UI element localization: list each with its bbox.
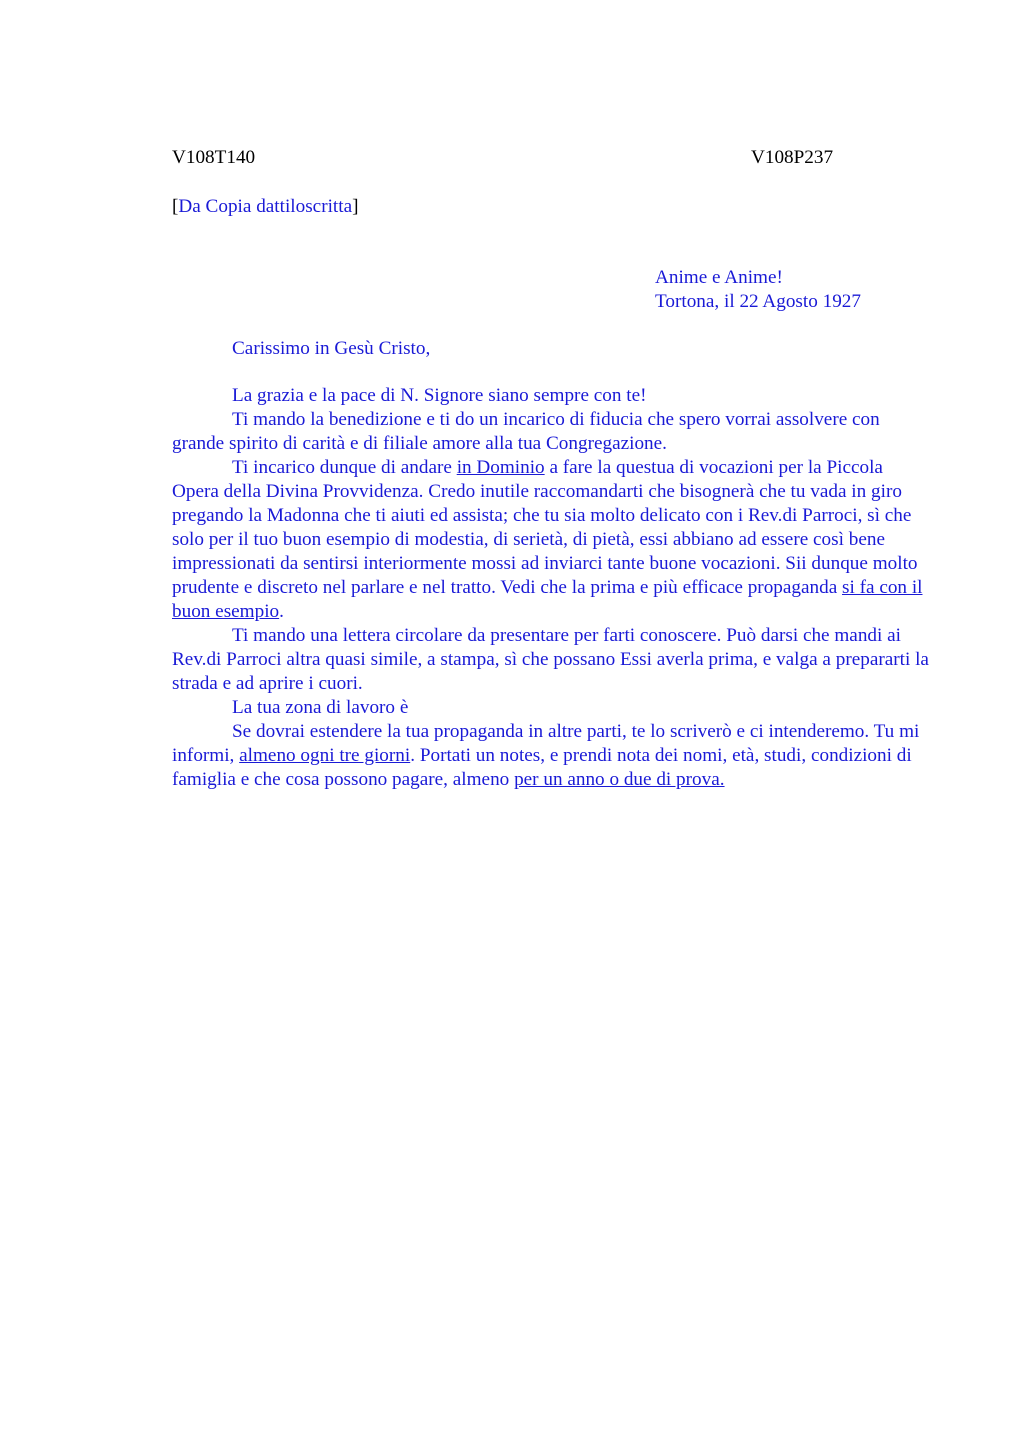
source-text: Da Copia dattiloscritta bbox=[178, 196, 353, 217]
underlined-buon-esempio: si fa con il buon esempio bbox=[172, 577, 923, 622]
date-block bbox=[655, 266, 861, 314]
place-date: Tortona, il 22 Agosto 1927 bbox=[655, 291, 861, 312]
source-note bbox=[172, 195, 359, 219]
salutation: Carissimo in Gesù Cristo, bbox=[232, 338, 431, 359]
paragraph-1: La grazia e la pace di N. Signore siano sempre con te! bbox=[232, 385, 647, 406]
paragraph-6 bbox=[172, 720, 932, 792]
motto: Anime e Anime! bbox=[655, 267, 783, 288]
paragraph-3 bbox=[172, 456, 932, 624]
document-code-left: V108T140 bbox=[172, 147, 256, 168]
page-code-right: V108P237 bbox=[751, 147, 834, 168]
source-bracket-close: ] bbox=[352, 196, 359, 217]
underlined-ogni-tre-giorni: almeno ogni tre giorni bbox=[239, 745, 411, 766]
letter-body bbox=[172, 384, 932, 792]
source-bracket-open: [ bbox=[172, 196, 179, 217]
paragraph-5: La tua zona di lavoro è bbox=[232, 697, 409, 718]
paragraph-3-text-c: . bbox=[279, 601, 284, 622]
underlined-in-dominio: in Dominio bbox=[456, 457, 545, 478]
paragraph-4: Ti mando una lettera circolare da presentare per farti conoscere. Può darsi che mandi ai Rev.di Parroci altra quasi simile, a stampa, sì che possano Essi averla prima, e valga a prepararti la strada e ad aprire i cuori. bbox=[172, 625, 929, 694]
paragraph-6-text-a: Se dovrai estendere la tua propaganda in altre parti, te lo scriverò e ci intenderemo. Tu mi informi, bbox=[172, 721, 920, 766]
underlined-anno-di-prova: per un anno o due di prova. bbox=[514, 769, 725, 790]
paragraph-3-text-b: a fare la questua di vocazioni per la Piccola Opera della Divina Provvidenza. Credo inutile raccomandarti che bisognerà che tu vada in giro pregando la Madonna che ti aiuti ed assista; che tu sia molto delicato con i Rev.di Parroci, sì che solo per il tuo buon esempio di modestia, di serietà, di pietà, essi abbiano ad essere così bene impressionati da sentirsi interiormente mossi ad inviarci tante buone vocazioni. Sii dunque molto prudente e discreto nel parlare e nel tratto. Vedi che la prima e più efficace propaganda bbox=[172, 457, 918, 598]
paragraph-6-text-b: . Portati un notes, e prendi nota dei nomi, età, studi, condizioni di famiglia e che cosa possono pagare, almeno bbox=[172, 745, 912, 790]
paragraph-3-text-a: Ti incarico dunque di andare bbox=[232, 457, 457, 478]
paragraph-2: Ti mando la benedizione e ti do un incarico di fiducia che spero vorrai assolvere con grande spirito di carità e di filiale amore alla tua Congregazione. bbox=[172, 409, 880, 454]
